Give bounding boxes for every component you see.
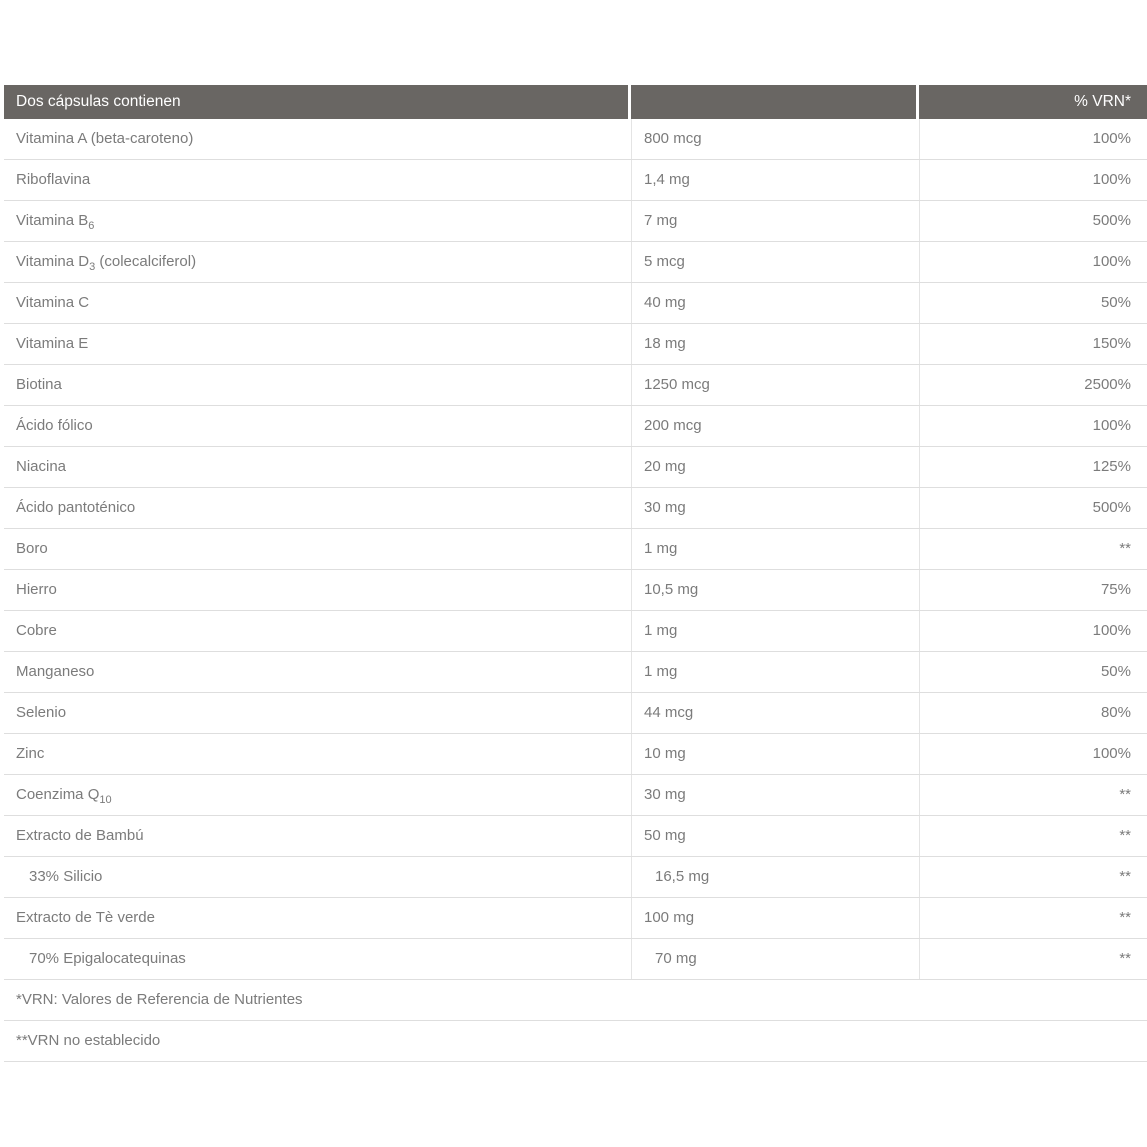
supplement-facts-table [4, 85, 1147, 1062]
table-row [4, 693, 1147, 734]
amount-cell: 200 mcg [631, 406, 916, 446]
footnote-row-vrn [4, 980, 1147, 1021]
vrn-percent-cell: 100% [919, 611, 1147, 651]
table-row [4, 570, 1147, 611]
nutrient-name-cell: 70% Epigalocatequinas [29, 950, 186, 967]
nutrient-name-cell: Selenio [16, 704, 67, 721]
table-body [4, 119, 1147, 980]
nutrient-name-cell: Hierro [16, 581, 57, 598]
table-row [4, 447, 1147, 488]
amount-cell: 1 mg [631, 529, 916, 569]
subscript: 10 [99, 794, 112, 806]
table-row [4, 898, 1147, 939]
table-row [4, 201, 1147, 242]
footnote-text: *VRN: Valores de Referencia de Nutrientes [16, 991, 303, 1008]
table-row [4, 775, 1147, 816]
vrn-percent-cell: 80% [919, 693, 1147, 733]
nutrient-name-cell: Boro [16, 540, 48, 557]
subscript: 6 [88, 220, 95, 232]
nutrient-name-cell: Coenzima $Q_{10}$ [16, 786, 112, 806]
amount-cell: 1,4 mg [631, 160, 916, 200]
amount-cell: 100 mg [631, 898, 916, 938]
amount-cell: 70 mg [631, 939, 916, 979]
nutrient-name-cell: Niacina [16, 458, 67, 475]
vrn-percent-cell: ** [919, 775, 1147, 815]
vrn-percent-cell: ** [919, 857, 1147, 897]
amount-cell: 30 mg [631, 775, 916, 815]
table-row [4, 652, 1147, 693]
nutrient-name-cell: Vitamina E [16, 335, 89, 352]
nutrient-name-cell: Vitamina $D_3$ (colecalciferol) [16, 253, 197, 273]
table-row [4, 242, 1147, 283]
amount-cell: 800 mcg [631, 119, 916, 159]
subscript: 3 [89, 261, 96, 273]
vrn-percent-cell: 100% [919, 734, 1147, 774]
vrn-percent-cell: 100% [919, 160, 1147, 200]
vrn-percent-cell: ** [919, 816, 1147, 856]
nutrient-name-cell: Vitamina $B_6$ [16, 212, 95, 232]
footnote-row-no-establecido [4, 1021, 1147, 1062]
nutrient-name-cell: Biotina [16, 376, 62, 393]
amount-cell: 30 mg [631, 488, 916, 528]
footnote-text: **VRN no establecido [16, 1032, 161, 1049]
nutrient-name-cell: Zinc [16, 745, 45, 762]
nutrient-name-cell: Vitamina A (beta-caroteno) [16, 130, 194, 147]
amount-cell: 1250 mcg [631, 365, 916, 405]
amount-cell: 1 mg [631, 652, 916, 692]
table-row [4, 406, 1147, 447]
vrn-percent-cell: 500% [919, 201, 1147, 241]
table-row [4, 488, 1147, 529]
vrn-percent-cell: 500% [919, 488, 1147, 528]
vrn-percent-cell: ** [919, 898, 1147, 938]
table-row [4, 324, 1147, 365]
table-header [4, 85, 1147, 119]
vrn-percent-cell: ** [919, 529, 1147, 569]
table-row [4, 816, 1147, 857]
vrn-percent-cell: 50% [919, 652, 1147, 692]
vrn-percent-cell: 100% [919, 119, 1147, 159]
table-row [4, 734, 1147, 775]
amount-cell: 20 mg [631, 447, 916, 487]
table-row [4, 857, 1147, 898]
vrn-percent-cell: 150% [919, 324, 1147, 364]
nutrient-name-cell: Manganeso [16, 663, 95, 680]
nutrient-name-cell: Extracto de Bambú [16, 827, 144, 844]
amount-cell: 5 mcg [631, 242, 916, 282]
vrn-percent-cell: 50% [919, 283, 1147, 323]
amount-cell: 7 mg [631, 201, 916, 241]
amount-cell: 1 mg [631, 611, 916, 651]
header-amount-column [631, 85, 916, 119]
nutrient-name-cell: Ácido pantoténico [16, 499, 136, 516]
vrn-percent-cell: 125% [919, 447, 1147, 487]
amount-cell: 10,5 mg [631, 570, 916, 610]
vrn-percent-cell: ** [919, 939, 1147, 979]
table-row [4, 119, 1147, 160]
amount-cell: 16,5 mg [631, 857, 916, 897]
table-row [4, 365, 1147, 406]
nutrient-name-cell: Ácido fólico [16, 417, 93, 434]
table-row [4, 939, 1147, 980]
amount-cell: 18 mg [631, 324, 916, 364]
amount-cell: 50 mg [631, 816, 916, 856]
table-row [4, 283, 1147, 324]
nutrient-name-cell: Extracto de Tè verde [16, 909, 155, 926]
header-serving-label: Dos cápsulas contienen [4, 85, 628, 119]
vrn-percent-cell: 75% [919, 570, 1147, 610]
header-vrn-label: % VRN* [919, 85, 1147, 119]
nutrient-name-cell: 33% Silicio [29, 868, 103, 885]
nutrient-name-cell: Vitamina C [16, 294, 90, 311]
amount-cell: 40 mg [631, 283, 916, 323]
vrn-percent-cell: 100% [919, 242, 1147, 282]
table-row [4, 611, 1147, 652]
nutrient-name-cell: Riboflavina [16, 171, 91, 188]
nutrient-name-cell: Cobre [16, 622, 57, 639]
table-row [4, 529, 1147, 570]
amount-cell: 10 mg [631, 734, 916, 774]
vrn-percent-cell: 100% [919, 406, 1147, 446]
table-row [4, 160, 1147, 201]
amount-cell: 44 mcg [631, 693, 916, 733]
vrn-percent-cell: 2500% [919, 365, 1147, 405]
